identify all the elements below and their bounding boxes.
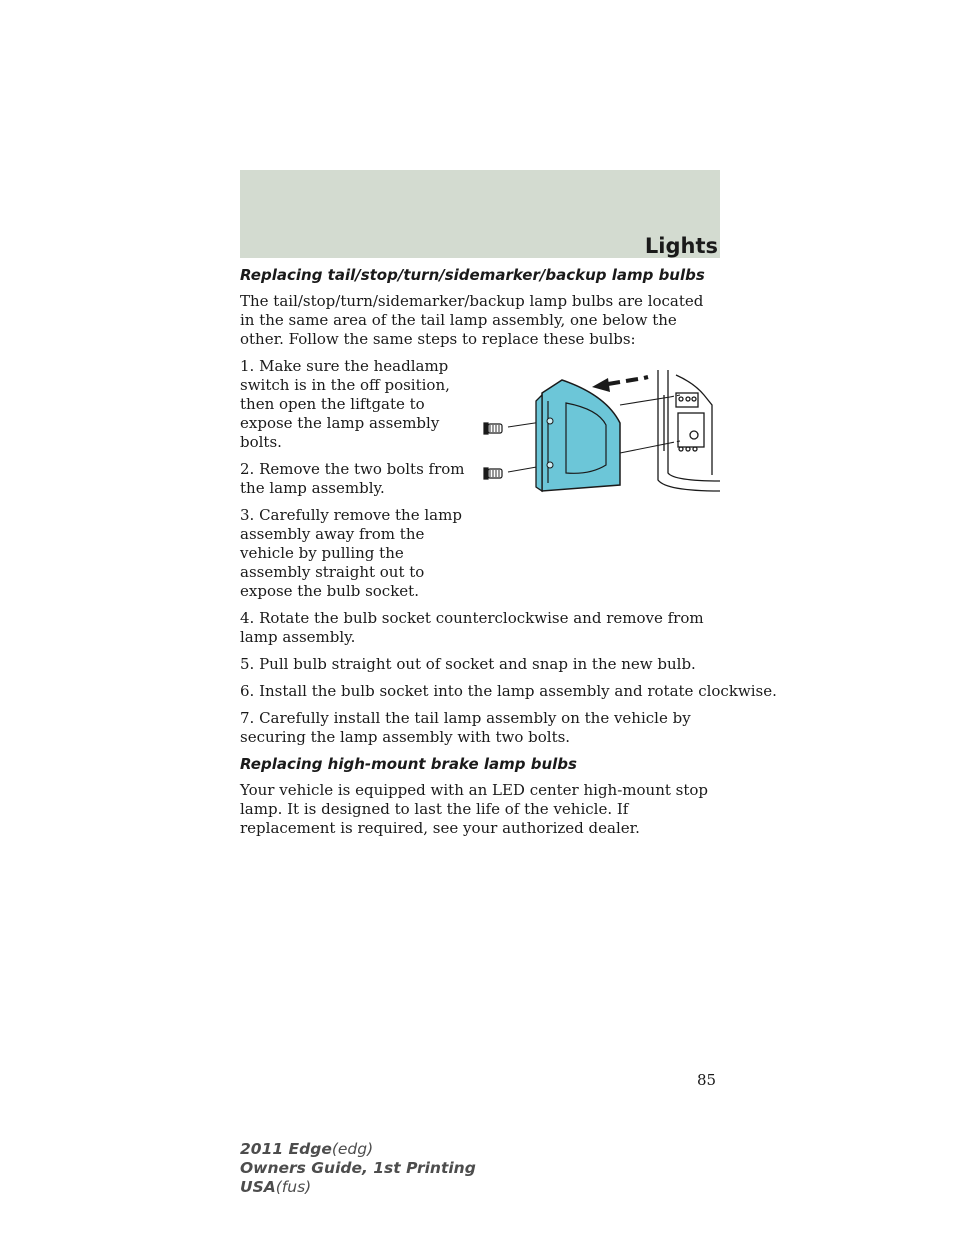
footer-model: 2011 Edge xyxy=(240,1140,332,1158)
step-3: 3. Carefully remove the lamp assembly away from the vehicle by pulling the assembly straight out to expose the bulb socket. xyxy=(240,506,462,600)
page-content xyxy=(240,266,777,846)
footer-market-code: (fus) xyxy=(275,1178,312,1196)
step-6: 6. Install the bulb socket into the lamp assembly and rotate clockwise. xyxy=(240,682,777,700)
high-mount-paragraph: Your vehicle is equipped with an LED center high-mount stop lamp. It is designed to last the life of the vehicle. If replacement is required, see your authorized dealer. xyxy=(240,781,709,837)
heading-high-mount-brake-lamp: Replacing high-mount brake lamp bulbs xyxy=(240,755,577,773)
bolt-icon xyxy=(484,423,502,434)
footer-printing: Owners Guide, 1st Printing xyxy=(240,1159,476,1177)
footer-market: USA xyxy=(240,1178,276,1196)
page-number: 85 xyxy=(697,1071,717,1089)
step-1: 1. Make sure the headlamp switch is in the off position, then open the liftgate to expose the lamp assembly bolts. xyxy=(240,357,450,451)
section-header-band xyxy=(240,170,720,258)
tail-lamp-removal-illustration xyxy=(480,365,720,495)
vehicle-body-icon xyxy=(658,370,720,491)
tail-lamp-lens-icon xyxy=(536,380,620,491)
arrow-left-icon xyxy=(592,377,648,392)
section-title: Lights xyxy=(644,234,718,258)
intro-paragraph: The tail/stop/turn/sidemarker/backup lamp bulbs are located in the same area of the tail lamp assembly, one below the other. Follow the same steps to replace these bulbs: xyxy=(240,292,704,348)
footer-imprint xyxy=(240,1140,476,1197)
step-5: 5. Pull bulb straight out of socket and snap in the new bulb. xyxy=(240,655,696,673)
step-7: 7. Carefully install the tail lamp assembly on the vehicle by securing the lamp assembly with two bolts. xyxy=(240,709,691,746)
step-4: 4. Rotate the bulb socket counterclockwise and remove from lamp assembly. xyxy=(240,609,704,646)
footer-model-code: (edg) xyxy=(331,1140,374,1158)
bolt-icon xyxy=(484,468,502,479)
step-2: 2. Remove the two bolts from the lamp assembly. xyxy=(240,460,465,497)
heading-tail-lamp-bulbs: Replacing tail/stop/turn/sidemarker/backup lamp bulbs xyxy=(240,266,705,284)
